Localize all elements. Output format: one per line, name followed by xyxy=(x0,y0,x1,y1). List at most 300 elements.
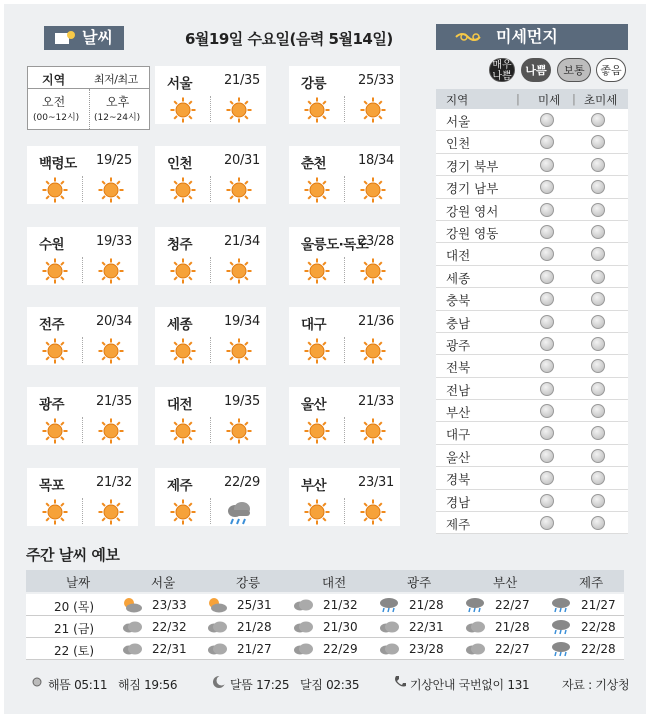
weekly-icon xyxy=(378,641,400,657)
am-weather xyxy=(169,337,197,365)
dust-table-header xyxy=(436,89,628,109)
dust-level-bad-label: 나쁨 xyxy=(525,64,547,77)
dust-region: 대전 xyxy=(446,248,471,264)
pm25-indicator xyxy=(591,382,605,396)
dust-region: 경기 남부 xyxy=(446,181,499,197)
city-card xyxy=(155,387,266,445)
dust-row xyxy=(436,467,628,489)
pm10-indicator xyxy=(540,449,554,463)
dust-col-pm25: 초미세 xyxy=(584,93,618,107)
phone-icon xyxy=(393,675,407,689)
am-pm-divider xyxy=(210,176,211,202)
phone-info: 기상안내 국번없이 131 xyxy=(410,678,530,692)
cloudy-icon xyxy=(292,619,314,635)
pm25-indicator xyxy=(591,426,605,440)
weekly-icon xyxy=(292,619,314,635)
weekly-title: 주간 날씨 예보 xyxy=(26,546,120,564)
weekly-date-header: 날짜 xyxy=(66,575,91,590)
weekly-icon xyxy=(121,597,143,613)
city-card xyxy=(27,146,138,204)
sun-icon xyxy=(225,337,253,365)
city-temp: 21/35 xyxy=(96,394,132,409)
pm25-indicator xyxy=(591,158,605,172)
sun-icon xyxy=(225,96,253,124)
dust-region: 부산 xyxy=(446,405,471,421)
city-temp: 21/34 xyxy=(224,234,260,249)
city-card xyxy=(289,307,400,365)
dust-col-sep2: | xyxy=(572,92,576,106)
city-card xyxy=(289,227,400,285)
am-pm-divider xyxy=(344,96,345,122)
weekly-icon xyxy=(464,641,486,657)
sunset-time: 해짐 19:56 xyxy=(118,678,178,692)
city-temp: 23/28 xyxy=(358,234,394,249)
dust-row xyxy=(436,199,628,221)
weekly-temp: 22/27 xyxy=(495,598,530,612)
cloudy-icon xyxy=(292,641,314,657)
rain-cloud-icon xyxy=(550,619,572,635)
dust-level-normal-label: 보통 xyxy=(563,64,585,77)
legend-am: 오전 xyxy=(42,95,66,109)
weekly-temp: 22/31 xyxy=(152,642,187,656)
dust-row xyxy=(436,400,628,422)
weekly-city: 광주 xyxy=(407,575,432,590)
dust-level-good xyxy=(596,58,626,82)
pm10-indicator xyxy=(540,315,554,329)
dust-row xyxy=(436,490,628,512)
sunrise-time: 해뜸 05:11 xyxy=(48,678,108,692)
pm25-indicator xyxy=(591,315,605,329)
cloudy-icon xyxy=(378,619,400,635)
am-pm-divider xyxy=(344,257,345,283)
pm10-indicator xyxy=(540,270,554,284)
pm-weather xyxy=(359,176,387,204)
city-card xyxy=(27,307,138,365)
sun-icon xyxy=(303,498,331,526)
weekly-temp: 22/31 xyxy=(409,620,444,634)
am-weather xyxy=(169,176,197,204)
pm-weather xyxy=(225,498,253,526)
pm10-indicator xyxy=(540,382,554,396)
dust-region: 인천 xyxy=(446,136,471,152)
pm25-indicator xyxy=(591,180,605,194)
weekly-temp: 21/30 xyxy=(323,620,358,634)
pm10-indicator xyxy=(540,113,554,127)
weekly-icon xyxy=(550,641,572,657)
sun-icon xyxy=(97,176,125,204)
dust-row xyxy=(436,512,628,534)
weather-tab xyxy=(44,26,124,50)
city-name: 서울 xyxy=(167,76,193,92)
sun-icon xyxy=(41,417,69,445)
pm10-indicator xyxy=(540,180,554,194)
dust-region: 강원 영서 xyxy=(446,203,499,219)
city-temp: 22/29 xyxy=(224,475,260,490)
dust-region: 강원 영동 xyxy=(446,225,499,241)
sun-icon xyxy=(225,417,253,445)
am-pm-divider xyxy=(210,96,211,122)
dust-row xyxy=(436,109,628,131)
sun-icon xyxy=(359,417,387,445)
am-weather xyxy=(169,417,197,445)
weekly-temp: 23/28 xyxy=(409,642,444,656)
city-name: 광주 xyxy=(39,397,65,413)
weekly-icon xyxy=(206,619,228,635)
pm-weather xyxy=(97,417,125,445)
pm-weather xyxy=(225,257,253,285)
city-name: 제주 xyxy=(167,478,193,494)
weekly-temp: 21/28 xyxy=(237,620,272,634)
pm25-indicator xyxy=(591,113,605,127)
legend-range: 최저/최고 xyxy=(94,73,138,86)
city-card xyxy=(289,146,400,204)
dust-row xyxy=(436,445,628,467)
dust-row xyxy=(436,378,628,400)
weekly-date: 22 (토) xyxy=(54,644,95,658)
weekly-temp: 21/27 xyxy=(237,642,272,656)
weekly-icon xyxy=(550,619,572,635)
legend-header xyxy=(28,67,149,89)
weekly-temp: 21/28 xyxy=(495,620,530,634)
city-temp: 25/33 xyxy=(358,73,394,88)
city-name: 대전 xyxy=(167,397,193,413)
pm10-indicator xyxy=(540,203,554,217)
city-temp: 21/32 xyxy=(96,475,132,490)
weekly-icon xyxy=(121,641,143,657)
city-name: 세종 xyxy=(167,317,193,333)
weekly-temp: 22/32 xyxy=(152,620,187,634)
city-temp: 19/25 xyxy=(96,153,132,168)
dust-region: 충북 xyxy=(446,293,471,309)
pm10-indicator xyxy=(540,471,554,485)
dust-tab-label: 미세먼지 xyxy=(496,27,558,46)
city-name: 청주 xyxy=(167,237,193,253)
weekly-icon xyxy=(464,619,486,635)
am-weather xyxy=(41,498,69,526)
sun-icon xyxy=(41,176,69,204)
am-weather xyxy=(169,257,197,285)
pm25-indicator xyxy=(591,203,605,217)
dust-row xyxy=(436,243,628,265)
dust-region: 경남 xyxy=(446,494,471,510)
sunrise-icon xyxy=(30,675,44,689)
pm10-indicator xyxy=(540,292,554,306)
sun-icon xyxy=(225,257,253,285)
weekly-header xyxy=(26,570,624,592)
city-name: 수원 xyxy=(39,237,65,253)
weekly-icon xyxy=(121,619,143,635)
dust-row xyxy=(436,154,628,176)
partly-cloudy-icon xyxy=(121,597,143,613)
dust-tab xyxy=(436,24,628,50)
legend-divider xyxy=(89,89,90,129)
dust-row xyxy=(436,266,628,288)
sun-icon xyxy=(41,257,69,285)
cloudy-icon xyxy=(206,641,228,657)
am-weather xyxy=(303,257,331,285)
am-weather xyxy=(303,337,331,365)
am-pm-divider xyxy=(210,257,211,283)
pm10-indicator xyxy=(540,404,554,418)
city-card xyxy=(289,66,400,124)
pm25-indicator xyxy=(591,449,605,463)
dust-region: 경북 xyxy=(446,472,471,488)
weekly-city: 서울 xyxy=(151,575,176,590)
city-name: 부산 xyxy=(301,478,327,494)
pm10-indicator xyxy=(540,225,554,239)
sun-icon xyxy=(303,257,331,285)
sun-icon xyxy=(359,96,387,124)
weekly-temp: 21/28 xyxy=(409,598,444,612)
pm10-indicator xyxy=(540,359,554,373)
pm-weather xyxy=(359,417,387,445)
dust-region: 광주 xyxy=(446,337,471,353)
sun-icon xyxy=(97,257,125,285)
sun-icon xyxy=(41,337,69,365)
sun-icon xyxy=(169,176,197,204)
city-card xyxy=(155,307,266,365)
pm-weather xyxy=(225,176,253,204)
pm25-indicator xyxy=(591,494,605,508)
weekly-row xyxy=(26,616,624,638)
sun-icon xyxy=(97,498,125,526)
city-temp: 18/34 xyxy=(358,153,394,168)
pm25-indicator xyxy=(591,404,605,418)
dust-level-very-bad xyxy=(489,58,515,82)
weekly-icon xyxy=(292,641,314,657)
weekly-temp: 22/27 xyxy=(495,642,530,656)
dust-row xyxy=(436,333,628,355)
rain-cloud-icon xyxy=(550,641,572,657)
am-weather xyxy=(41,257,69,285)
city-name: 강릉 xyxy=(301,76,327,92)
sun-icon xyxy=(169,417,197,445)
pm-weather xyxy=(225,96,253,124)
am-weather xyxy=(169,96,197,124)
weekly-city: 강릉 xyxy=(236,575,261,590)
weekly-icon xyxy=(206,597,228,613)
pm10-indicator xyxy=(540,426,554,440)
weekly-date: 21 (금) xyxy=(54,622,95,636)
city-name: 목포 xyxy=(39,478,65,494)
sun-icon xyxy=(359,176,387,204)
dust-level-normal xyxy=(557,58,591,82)
am-pm-divider xyxy=(210,337,211,363)
am-weather xyxy=(303,176,331,204)
cloudy-icon xyxy=(206,619,228,635)
dust-rows xyxy=(436,109,628,534)
cloudy-icon xyxy=(121,641,143,657)
am-weather xyxy=(169,498,197,526)
sun-icon xyxy=(359,257,387,285)
forecast-legend xyxy=(27,66,150,130)
dust-row xyxy=(436,288,628,310)
am-pm-divider xyxy=(344,498,345,524)
pm-weather xyxy=(97,176,125,204)
sun-icon xyxy=(303,176,331,204)
am-weather xyxy=(303,417,331,445)
am-pm-divider xyxy=(210,498,211,524)
sun-icon xyxy=(97,337,125,365)
city-name: 울산 xyxy=(301,397,327,413)
dust-row xyxy=(436,131,628,153)
dust-region: 경기 북부 xyxy=(446,158,499,174)
weekly-row xyxy=(26,594,624,616)
weekly-row xyxy=(26,638,624,660)
weekly-icon xyxy=(206,641,228,657)
moon-icon xyxy=(212,675,226,689)
am-pm-divider xyxy=(82,498,83,524)
dust-region: 울산 xyxy=(446,449,471,465)
dust-level-very-bad-label: 매우 나쁨 xyxy=(492,60,512,82)
sun-icon xyxy=(169,257,197,285)
weekly-city: 부산 xyxy=(493,575,518,590)
rain-cloud-icon xyxy=(378,597,400,613)
weekly-temp: 21/27 xyxy=(581,598,616,612)
legend-am-time: (00~12시) xyxy=(33,113,80,123)
rain-cloud-icon xyxy=(464,597,486,613)
pm-weather xyxy=(359,257,387,285)
city-card xyxy=(27,468,138,526)
dust-region: 서울 xyxy=(446,114,471,129)
cloudy-icon xyxy=(464,619,486,635)
city-temp: 21/33 xyxy=(358,394,394,409)
pm-weather xyxy=(97,498,125,526)
weekly-icon xyxy=(292,597,314,613)
pm25-indicator xyxy=(591,471,605,485)
am-weather xyxy=(41,337,69,365)
pm10-indicator xyxy=(540,247,554,261)
sun-icon xyxy=(303,417,331,445)
pm-weather xyxy=(97,337,125,365)
cloudy-icon xyxy=(121,619,143,635)
dust-region: 대구 xyxy=(446,427,471,443)
moonset-time: 달짐 02:35 xyxy=(300,678,360,692)
pm10-indicator xyxy=(540,494,554,508)
cloudy-icon xyxy=(292,597,314,613)
city-card xyxy=(27,387,138,445)
weekly-date: 20 (목) xyxy=(54,600,95,614)
sun-cloud-icon xyxy=(54,30,76,46)
sun-icon xyxy=(169,337,197,365)
rain-cloud-icon xyxy=(550,597,572,613)
city-name: 백령도 xyxy=(39,156,77,172)
am-pm-divider xyxy=(344,337,345,363)
data-source: 자료 : 기상청 xyxy=(562,678,630,692)
sun-icon xyxy=(41,498,69,526)
cloudy-icon xyxy=(378,641,400,657)
pm25-indicator xyxy=(591,516,605,530)
legend-pm-time: (12~24시) xyxy=(94,113,141,123)
pm10-indicator xyxy=(540,158,554,172)
sun-icon xyxy=(169,498,197,526)
dust-row xyxy=(436,176,628,198)
pm-weather xyxy=(359,498,387,526)
dust-col-region: 지역 xyxy=(446,93,469,107)
dust-col-sep1: | xyxy=(516,92,520,106)
pm25-indicator xyxy=(591,337,605,351)
city-temp: 20/34 xyxy=(96,314,132,329)
pm-weather xyxy=(225,337,253,365)
sun-icon xyxy=(225,176,253,204)
city-card xyxy=(289,468,400,526)
cloudy-icon xyxy=(464,641,486,657)
dust-level-good-label: 좋음 xyxy=(600,64,622,77)
weekly-temp: 25/31 xyxy=(237,598,272,612)
weekly-city: 제주 xyxy=(579,575,604,590)
am-weather xyxy=(303,96,331,124)
weekly-city: 대전 xyxy=(322,575,347,590)
sun-icon xyxy=(359,498,387,526)
am-weather xyxy=(41,176,69,204)
dust-region: 전남 xyxy=(446,382,471,398)
sun-icon xyxy=(303,96,331,124)
pm-weather xyxy=(359,337,387,365)
city-temp: 19/34 xyxy=(224,314,260,329)
dust-region: 세종 xyxy=(446,270,471,286)
sun-icon xyxy=(303,337,331,365)
am-pm-divider xyxy=(82,257,83,283)
dust-region: 충남 xyxy=(446,315,471,331)
legend-pm: 오후 xyxy=(106,95,130,109)
city-name: 울릉도·독도 xyxy=(301,237,369,253)
pm25-indicator xyxy=(591,359,605,373)
dust-region: 제주 xyxy=(446,517,471,533)
city-name: 대구 xyxy=(301,317,327,333)
weekly-temp: 21/32 xyxy=(323,598,358,612)
am-pm-divider xyxy=(344,417,345,443)
city-card xyxy=(155,468,266,526)
pm25-indicator xyxy=(591,135,605,149)
sun-icon xyxy=(359,337,387,365)
pm10-indicator xyxy=(540,516,554,530)
am-pm-divider xyxy=(210,417,211,443)
weekly-icon xyxy=(378,597,400,613)
pm-weather xyxy=(97,257,125,285)
pm25-indicator xyxy=(591,247,605,261)
weekly-temp: 22/28 xyxy=(581,620,616,634)
pm10-indicator xyxy=(540,337,554,351)
dust-col-pm10: 미세 xyxy=(538,93,561,107)
city-card xyxy=(155,227,266,285)
weekly-icon xyxy=(464,597,486,613)
legend-region: 지역 xyxy=(42,73,66,87)
city-name: 춘천 xyxy=(301,156,327,172)
weather-tab-label: 날씨 xyxy=(82,28,113,47)
dust-region: 전북 xyxy=(446,360,471,376)
city-temp: 23/31 xyxy=(358,475,394,490)
city-card xyxy=(155,146,266,204)
am-pm-divider xyxy=(344,176,345,202)
pm-weather xyxy=(359,96,387,124)
city-temp: 19/35 xyxy=(224,394,260,409)
weekly-temp: 23/33 xyxy=(152,598,187,612)
sun-icon xyxy=(97,417,125,445)
date-title: 6월19일 수요일(음력 5월14일) xyxy=(185,30,393,48)
weekly-temp: 22/28 xyxy=(581,642,616,656)
am-pm-divider xyxy=(82,337,83,363)
city-name: 인천 xyxy=(167,156,193,172)
pm25-indicator xyxy=(591,270,605,284)
city-card xyxy=(27,227,138,285)
pm25-indicator xyxy=(591,225,605,239)
dust-table xyxy=(436,89,628,534)
wind-icon xyxy=(454,29,486,45)
am-pm-divider xyxy=(82,176,83,202)
city-temp: 21/35 xyxy=(224,73,260,88)
pm-weather xyxy=(225,417,253,445)
sun-icon xyxy=(169,96,197,124)
